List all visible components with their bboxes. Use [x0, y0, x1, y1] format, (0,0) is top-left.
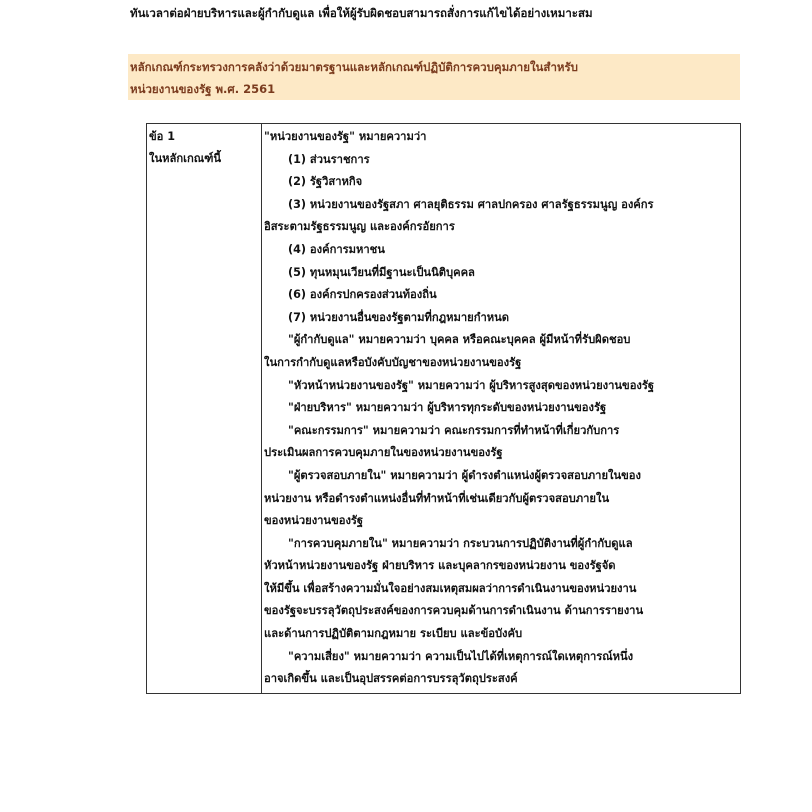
definition-line: ของหน่วยงานของรัฐ [264, 514, 364, 528]
table-row [147, 124, 741, 694]
definition-line: อิสระตามรัฐธรรมนูญ และองค์กรอัยการ [264, 220, 455, 234]
definition-line: "ผู้กำกับดูแล" หมายความว่า บุคคล หรือคณะบุคคล ผู้มีหน้าที่รับผิดชอบ [288, 333, 631, 347]
definition-line: (7) หน่วยงานอื่นของรัฐตามที่กฎหมายกำหนด [288, 310, 510, 324]
definition-line: (6) องค์กรปกครองส่วนท้องถิ่น [288, 288, 437, 302]
definition-line: "ฝ่ายบริหาร" หมายความว่า ผู้บริหารทุกระดับของหน่วยงานของรัฐ [288, 401, 607, 415]
intro-text: ทันเวลาต่อฝ่ายบริหารและผู้กำกับดูแล เพื่อให้ผู้รับผิดชอบสามารถสั่งการแก้ไขได้อย่างเหมาะสม [130, 6, 593, 20]
definition-line: (5) ทุนหมุนเวียนที่มีฐานะเป็นนิติบุคคล [288, 265, 475, 279]
definition-line: "หน่วยงานของรัฐ" หมายความว่า [264, 130, 427, 143]
definition-line: (2) รัฐวิสาหกิจ [288, 175, 363, 189]
definition-line: "หัวหน้าหน่วยงานของรัฐ" หมายความว่า ผู้บริหารสูงสุดของหน่วยงานของรัฐ [288, 378, 655, 392]
definition-line: "การควบคุมภายใน" หมายความว่า กระบวนการปฏิบัติงานที่ผู้กำกับดูแล [288, 536, 633, 550]
definition-line: (3) หน่วยงานของรัฐสภา ศาลยุติธรรม ศาลปกครอง ศาลรัฐธรรมนูญ องค์กร [288, 197, 654, 211]
definition-line: หน่วยงาน หรือดำรงตำแหน่งอื่นที่ทำหน้าที่เช่นเดียวกับผู้ตรวจสอบภายใน [264, 491, 610, 505]
heading-line-2: หน่วยงานของรัฐ พ.ศ. 2561 [130, 82, 276, 96]
definition-line: ให้มีขึ้น เพื่อสร้างความมั่นใจอย่างสมเหตุสมผลว่าการดำเนินงานของหน่วยงาน [264, 581, 637, 595]
definition-line: "ผู้ตรวจสอบภายใน" หมายความว่า ผู้ดำรงตำแหน่งผู้ตรวจสอบภายในของ [288, 468, 641, 482]
definition-line: "ความเสี่ยง" หมายความว่า ความเป็นไปได้ที่เหตุการณ์ใดเหตุการณ์หนึ่ง [288, 649, 634, 663]
definitions-cell [262, 124, 741, 694]
definitions-table [146, 123, 741, 694]
definition-line: และด้านการปฏิบัติตามกฎหมาย ระเบียบ และข้อบังคับ [264, 627, 523, 641]
definition-line: อาจเกิดขึ้น และเป็นอุปสรรคต่อการบรรลุวัตถุประสงค์ [264, 672, 518, 686]
definition-line: "คณะกรรมการ" หมายความว่า คณะกรรมการที่ทำหน้าที่เกี่ยวกับการ [288, 423, 620, 437]
clause-label-cell [147, 124, 262, 694]
definition-line: หัวหน้าหน่วยงานของรัฐ ฝ่ายบริหาร และบุคลากรของหน่วยงาน ของรัฐจัด [264, 559, 616, 573]
clause-scope: ในหลักเกณฑ์นี้ [149, 152, 222, 165]
definition-line: (1) ส่วนราชการ [288, 152, 370, 166]
heading-line-1: หลักเกณฑ์กระทรวงการคลังว่าด้วยมาตรฐานและหลักเกณฑ์ปฏิบัติการควบคุมภายในสำหรับ [130, 60, 578, 74]
definition-line: ในการกำกับดูแลหรือบังคับบัญชาของหน่วยงานของรัฐ [264, 355, 522, 369]
definition-line: (4) องค์การมหาชน [288, 242, 385, 256]
definition-line: ของรัฐจะบรรลุวัตถุประสงค์ของการควบคุมด้านการดำเนินงาน ด้านการรายงาน [264, 604, 644, 618]
clause-number: ข้อ 1 [149, 130, 176, 143]
section-heading [130, 56, 750, 100]
definition-line: ประเมินผลการควบคุมภายในของหน่วยงานของรัฐ [264, 446, 503, 460]
